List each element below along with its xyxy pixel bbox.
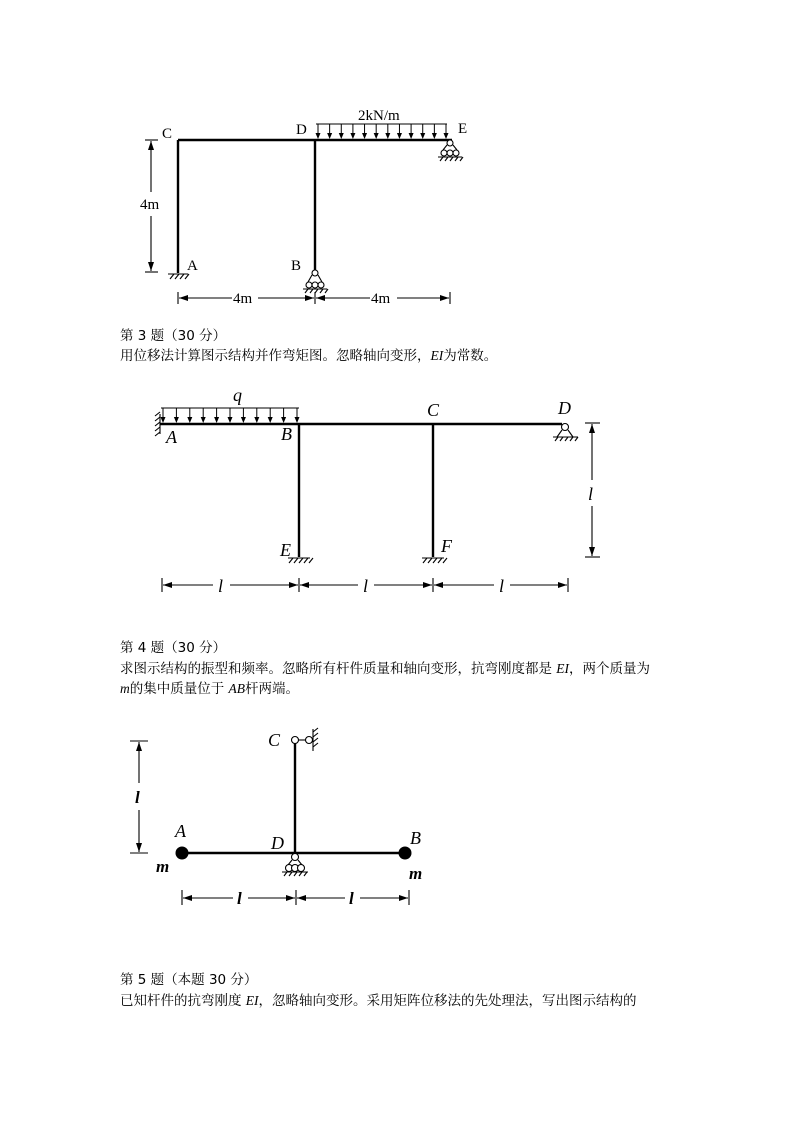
label-q: q xyxy=(233,385,242,405)
fixed-support-a xyxy=(155,412,160,436)
ei-symbol: EI xyxy=(430,348,444,363)
load-arrow-head xyxy=(432,133,437,139)
label-d: D xyxy=(558,398,571,418)
distributed-load-q xyxy=(161,408,300,423)
load-arrow-head xyxy=(362,133,367,139)
label-c: C xyxy=(427,400,440,420)
dimension-horizontal xyxy=(178,292,450,304)
dim-l1-label: l xyxy=(218,576,224,596)
load-arrow-head xyxy=(241,417,246,423)
dim-height-label: l xyxy=(588,484,594,504)
load-arrow-head xyxy=(214,417,219,423)
mass-b xyxy=(399,847,412,860)
frame-figure-3 xyxy=(0,720,794,920)
dim-left-label: 4m xyxy=(233,291,253,307)
load-arrow-head xyxy=(254,417,259,423)
problem-4-statement-line1: 求图示结构的振型和频率。忽略所有杆件质量和轴向变形，抗弯刚度都是 EI，两个质量为 xyxy=(120,661,651,677)
fixed-support-a xyxy=(168,274,189,279)
load-arrow-head xyxy=(295,417,300,423)
load-arrow-head xyxy=(409,133,414,139)
label-mass-b: m xyxy=(409,864,423,883)
load-arrow-head xyxy=(161,417,166,423)
label-c: C xyxy=(162,126,173,142)
fixed-support-f xyxy=(422,558,447,563)
dim-l2-label: l xyxy=(349,889,354,908)
label-b: B xyxy=(410,828,421,848)
fixed-support-e xyxy=(288,558,313,563)
label-d: D xyxy=(271,833,284,853)
frame-figure-2 xyxy=(0,370,794,610)
load-arrow-head xyxy=(397,133,402,139)
load-arrow-head xyxy=(228,417,233,423)
problem-3-heading: 第 3 题（30 分） xyxy=(120,328,227,344)
dim-l3-label: l xyxy=(499,576,505,596)
load-arrow-head xyxy=(187,417,192,423)
dim-l1-label: l xyxy=(237,889,242,908)
label-a: A xyxy=(187,258,198,274)
dim-right-label: 4m xyxy=(371,291,391,307)
load-arrow-head xyxy=(281,417,286,423)
problem-4-statement-line2: m的集中质量位于 AB杆两端。 xyxy=(120,681,300,697)
load-arrow-head xyxy=(316,133,321,139)
roller-support-e xyxy=(438,140,463,161)
label-b: B xyxy=(281,424,292,444)
label-e: E xyxy=(280,540,291,560)
mass-a xyxy=(176,847,189,860)
problem-5-statement: 已知杆件的抗弯刚度 EI，忽略轴向变形。采用矩阵位移法的先处理法，写出图示结构的 xyxy=(120,993,637,1009)
problem-3-statement: 用位移法计算图示结构并作弯矩图。忽略轴向变形，EI为常数。 xyxy=(120,348,498,364)
load-arrow-head xyxy=(201,417,206,423)
dim-height-label: 4m xyxy=(140,197,160,213)
frame-figure-1 xyxy=(0,0,794,320)
load-arrow-head xyxy=(385,133,390,139)
dim-height-label: l xyxy=(135,788,140,807)
load-arrow-head xyxy=(174,417,179,423)
load-arrow-head xyxy=(268,417,273,423)
dim-l2-label: l xyxy=(363,576,369,596)
problem-4-heading: 第 4 题（30 分） xyxy=(120,640,227,656)
ei-symbol: EI xyxy=(556,661,570,676)
label-f: F xyxy=(441,536,452,556)
load-arrow-head xyxy=(339,133,344,139)
label-mass-a: m xyxy=(156,857,170,876)
label-b: B xyxy=(291,258,302,274)
load-arrow-head xyxy=(420,133,425,139)
distributed-load-de xyxy=(316,124,449,139)
roller-support-d xyxy=(282,854,308,877)
load-arrow-head xyxy=(350,133,355,139)
pin-support-b xyxy=(303,270,328,293)
m-symbol: m xyxy=(120,681,130,696)
dimension-horizontal xyxy=(182,890,409,905)
label-a: A xyxy=(166,427,177,447)
label-e: E xyxy=(458,121,468,137)
load-arrow-head xyxy=(444,133,449,139)
ei-symbol: EI xyxy=(245,993,259,1008)
problem-5-heading: 第 5 题（本题 30 分） xyxy=(120,972,258,988)
label-c: C xyxy=(268,730,281,750)
pin-support-d xyxy=(553,424,578,442)
ab-symbol: AB xyxy=(228,681,246,696)
label-d: D xyxy=(296,122,307,138)
load-arrow-head xyxy=(327,133,332,139)
load-arrow-head xyxy=(374,133,379,139)
label-a: A xyxy=(175,821,186,841)
load-label: 2kN/m xyxy=(358,108,400,124)
